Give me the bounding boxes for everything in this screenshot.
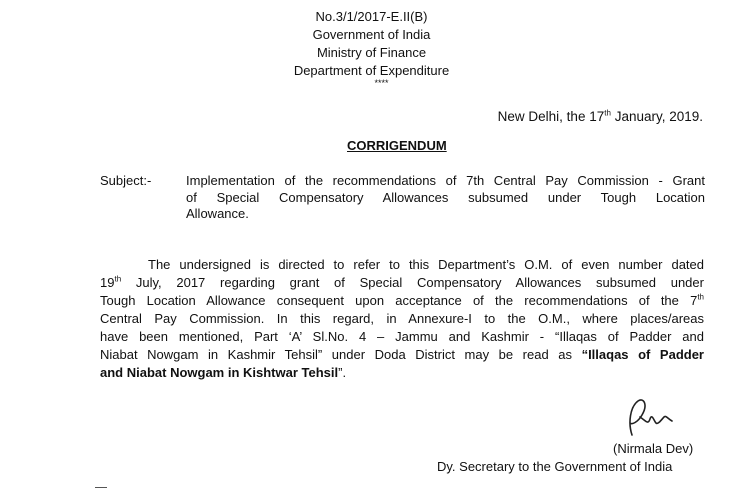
body-line-1: The undersigned is directed to refer to this Department’s O.M. of even number dated [148, 257, 704, 272]
handwritten-signature [618, 395, 678, 440]
subject-line-2: of Special Compensatory Allowances subsumed under Tough Location [186, 190, 705, 205]
date-day-suffix: th [604, 108, 611, 118]
ministry-line: Ministry of Finance [316, 45, 427, 60]
header-stars: **** [374, 78, 389, 88]
date-month-year: January, 2019. [614, 109, 703, 124]
body-emphasis-2: and Niabat Nowgam in Kishtwar Tehsil [100, 365, 339, 380]
department-line: Department of Expenditure [293, 63, 450, 78]
signatory-name: (Nirmala Dev) [613, 441, 694, 456]
body-emphasis-1: “Illaqas of Padder [581, 347, 704, 362]
bottom-mark [95, 487, 107, 488]
body-line-2: 19th July, 2017 regarding grant of Special Compensatory Allowances subsumed under [100, 274, 704, 290]
subject-line-3: Allowance. [186, 206, 249, 221]
signatory-designation: Dy. Secretary to the Government of India [437, 459, 673, 474]
file-number: No.3/1/2017-E.II(B) [315, 9, 428, 24]
date-line [498, 108, 703, 126]
date-prefix: New Delhi, the [497, 109, 586, 124]
body-line-4: Central Pay Commission. In this regard, in Annexure-I to the O.M., where places/areas [100, 311, 704, 326]
body-line-6: Niabat Nowgam in Kashmir Tehsil” under Doda District may be read as “Illaqas of Padder [100, 347, 704, 362]
body-line-5: have been mentioned, Part ‘A’ Sl.No. 4 – Jammu and Kashmir - “Illaqas of Padder and [100, 329, 704, 344]
government-line: Government of India [312, 27, 431, 42]
body-line-3: Tough Location Allowance consequent upon acceptance of the recommendations of the 7th [100, 292, 704, 308]
subject-line-1: Implementation of the recommendations of 7th Central Pay Commission - Grant [186, 173, 705, 188]
page-title: CORRIGENDUM [347, 138, 447, 153]
body-line-7: and Niabat Nowgam in Kishtwar Tehsil”. [100, 365, 347, 380]
date-day: 17th [589, 108, 611, 124]
subject-label: Subject:- [100, 173, 152, 188]
